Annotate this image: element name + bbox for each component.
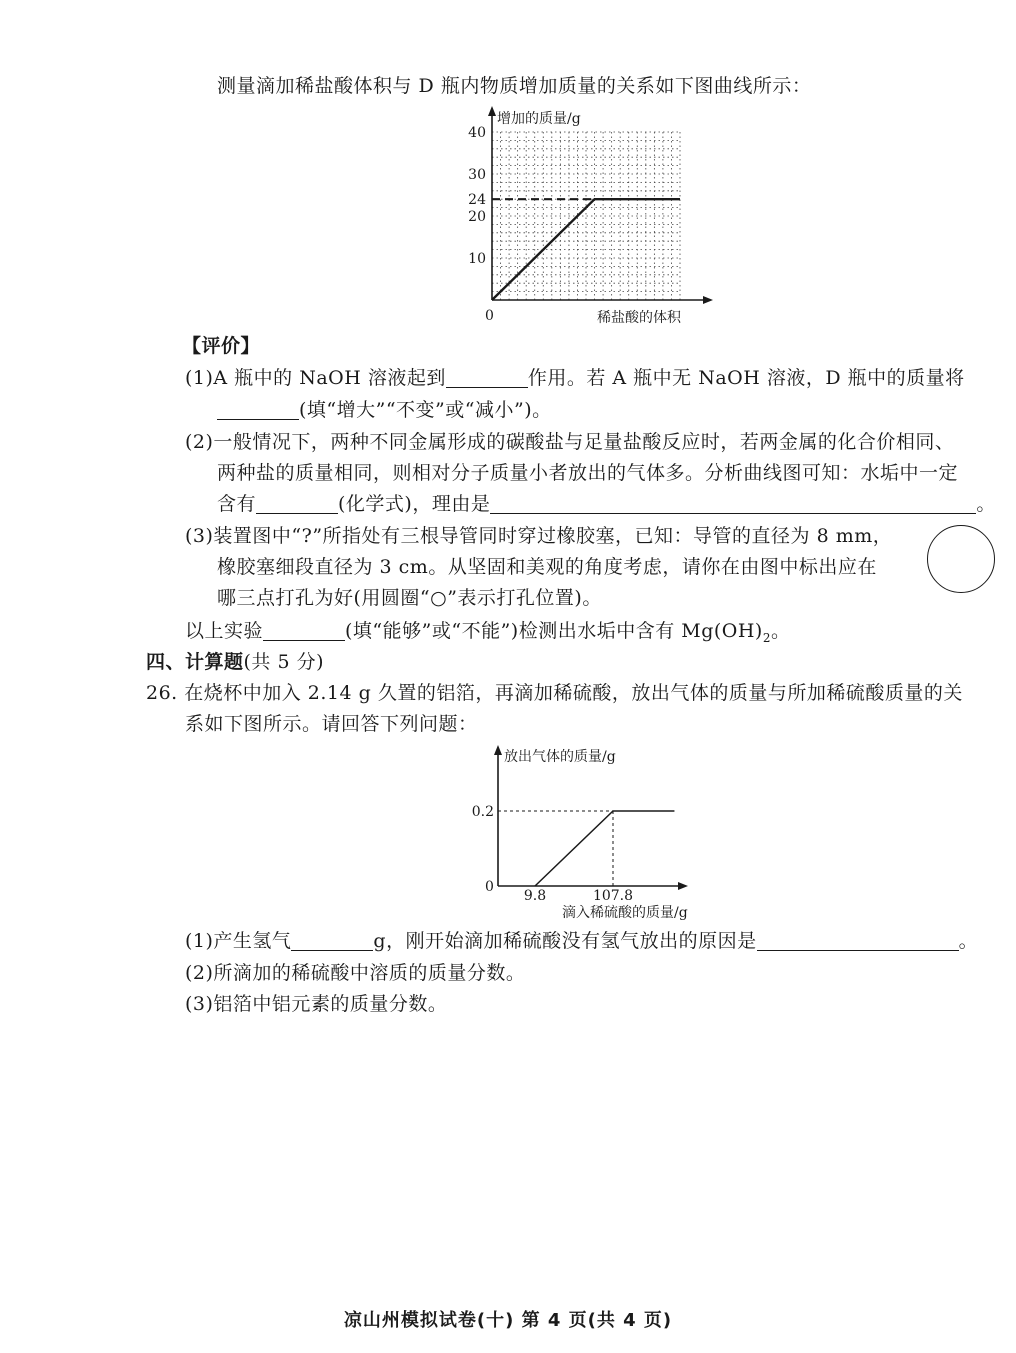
q26-sub3-line: (3)铝箔中铝元素的质量分数。: [185, 993, 448, 1015]
eval-q4-blank[interactable]: [263, 620, 345, 641]
q26-line1: 26. 在烧杯中加入 2.14 g 久置的铝箔，再滴加稀硫酸，放出气体的质量与所加稀硫酸质量的关: [146, 682, 963, 704]
chart2-x-tick-label: 9.8: [523, 888, 547, 904]
chart1-x-arrow: [703, 296, 713, 304]
eval-q1-blank-1[interactable]: [446, 367, 528, 388]
eval-q4-subscript: 2: [762, 630, 771, 645]
chart1-axes: [488, 106, 713, 304]
chart2-y-arrow: [494, 745, 502, 755]
chart2-x-tick-label: 107.8: [592, 888, 634, 904]
section4-heading: 四、计算题: [146, 651, 244, 673]
eval-q4-part-a: 以上实验: [185, 620, 264, 642]
section4-points: (共 5 分): [243, 651, 325, 673]
eval-q2-blank-2[interactable]: [490, 493, 976, 514]
eval-q3-line3: 哪三点打孔为好(用圆圈“○”表示打孔位置)。: [217, 587, 602, 609]
chart1-y-tick-label: 10: [468, 251, 486, 267]
chart-1: [455, 104, 715, 334]
eval-q3-line1: (3)装置图中“?”所指处有三根导管同时穿过橡胶塞，已知：导管的直径为 8 mm，: [185, 525, 893, 547]
q26-sub1-line: [185, 928, 978, 954]
chart2-origin-label: 0: [485, 879, 494, 895]
q26-sub1-part-b: g，刚开始滴加稀硫酸没有氢气放出的原因是: [373, 930, 757, 952]
chart2-y-tick-label: 0.2: [471, 804, 494, 820]
eval-q2-blank-1[interactable]: [256, 493, 338, 514]
eval-q2-line2: 两种盐的质量相同，则相对分子质量小者放出的气体多。分析曲线图可知：水垢中一定: [217, 462, 959, 484]
section4-heading-line: [146, 649, 324, 675]
chart2-x-arrow: [678, 882, 688, 890]
evaluation-heading: 【评价】: [182, 335, 261, 357]
eval-q2-line3: [217, 491, 996, 517]
eval-q1-part-b: 作用。若 A 瓶中无 NaOH 溶液，D 瓶中的质量将: [527, 367, 965, 389]
eval-q2-part-c2: (化学式)，理由是: [338, 493, 491, 515]
q26-sub1-part-a: (1)产生氢气: [185, 930, 292, 952]
eval-q4-part-b: (填“能够”或“不能”)检测出水垢中含有 Mg(OH): [345, 620, 763, 642]
chart1-y-arrow: [488, 106, 496, 116]
chart1-y-tick-label: 20: [468, 209, 486, 225]
chart1-y-tick-label: 40: [468, 125, 486, 141]
chart2-xlabel: 滴入稀硫酸的质量/g: [562, 905, 688, 921]
q26-sub1-blank-1[interactable]: [291, 930, 373, 951]
eval-q4-part-c: 。: [770, 620, 791, 642]
q26-sub2-line: (2)所滴加的稀硫酸中溶质的质量分数。: [185, 962, 526, 984]
eval-q2-part-c3: 。: [976, 493, 996, 515]
eval-q2-part-c1: 含有: [217, 493, 257, 515]
eval-q2-line1: (2)一般情况下，两种不同金属形成的碳酸盐与足量盐酸反应时，若两金属的化合价相同、: [185, 431, 955, 453]
eval-q1-part-a: (1)A 瓶中的 NaOH 溶液起到: [185, 367, 446, 389]
chart2-ylabel: 放出气体的质量/g: [504, 749, 616, 765]
eval-q1-line1: [185, 365, 965, 391]
eval-q1-line2: [217, 397, 552, 423]
chart1-y-tick-label: 30: [468, 167, 486, 183]
chart-2: [470, 740, 720, 925]
q26-sub1-part-c: 。: [958, 930, 979, 952]
q26-line2: 系如下图所示。请回答下列问题：: [185, 713, 478, 735]
chart1-grid: [492, 132, 680, 300]
chart1-origin-label: 0: [485, 308, 494, 324]
eval-q1-blank-2[interactable]: [217, 399, 299, 420]
page-footer: 凉山州模拟试卷(十) 第 4 页(共 4 页): [343, 1310, 673, 1331]
eval-q1-part-c: (填“增大”“不变”或“减小”)。: [299, 399, 552, 421]
intro-line: 测量滴加稀盐酸体积与 D 瓶内物质增加质量的关系如下图曲线所示：: [217, 75, 812, 97]
chart2-series-line: [535, 811, 674, 886]
chart2-axes: [494, 745, 688, 890]
eval-q3-line2: 橡胶塞细段直径为 3 cm。从坚固和美观的角度考虑，请你在由图中标出应在: [217, 556, 877, 578]
chart1-y-tick-label: 24: [468, 192, 486, 209]
chart1-ylabel: 增加的质量/g: [497, 111, 581, 127]
rubber-stopper-circle[interactable]: [927, 525, 995, 593]
chart1-xlabel: 稀盐酸的体积: [597, 310, 681, 326]
q26-sub1-blank-2[interactable]: [757, 930, 959, 951]
eval-q4-line: [185, 618, 790, 651]
